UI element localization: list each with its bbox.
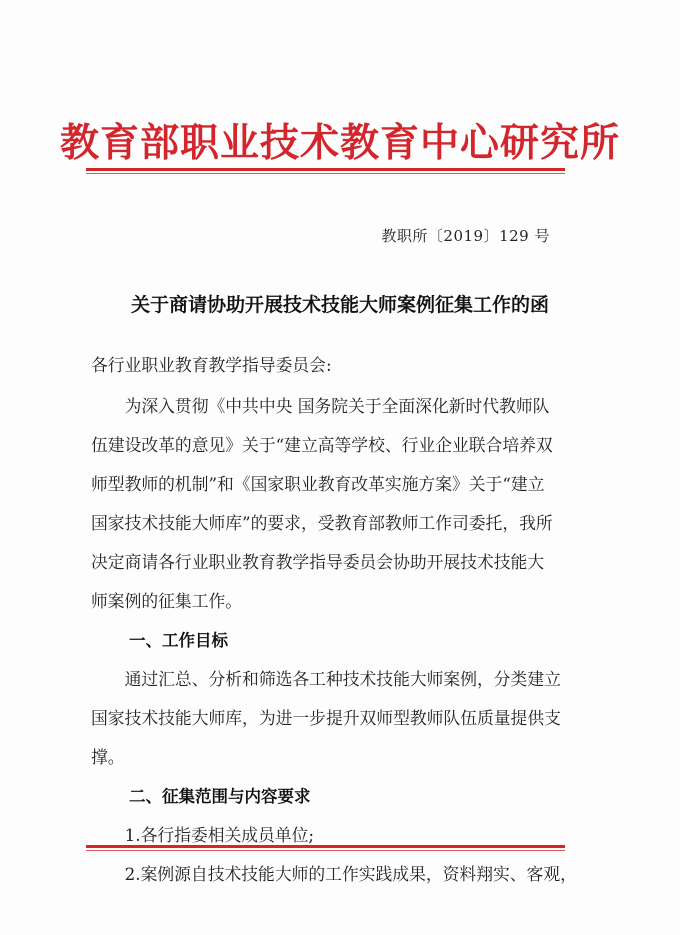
paragraph-line: 撑。 xyxy=(91,747,125,767)
paragraph-line: 国家技术技能大师库”的要求，受教育部教师工作司委托，我所 xyxy=(91,513,553,533)
section-heading: 一、工作目标 xyxy=(129,631,228,650)
footer-rule-thin xyxy=(86,850,565,851)
paragraph-line: 决定商请各行业职业教育教学指导委员会协助开展技术技能大 xyxy=(91,552,545,572)
paragraph-line: 国家技术技能大师库，为进一步提升双师型教师队伍质量提供支 xyxy=(91,708,561,728)
letterhead-rule-thin xyxy=(86,173,565,174)
salutation: 各行业职业教育教学指导委员会: xyxy=(91,355,332,375)
document-number: 教职所〔2019〕129 号 xyxy=(381,227,550,245)
paragraph-line: 通过汇总、分析和筛选各工种技术技能大师案例，分类建立 xyxy=(91,669,561,689)
paragraph-line: 2.案例源自技术技能大师的工作实践成果，资料翔实、客观， xyxy=(91,864,577,884)
footer-rule xyxy=(86,845,565,848)
paragraph-line: 师案例的征集工作。 xyxy=(91,591,243,611)
paragraph-line: 伍建设改革的意见》关于“建立高等学校、行业企业联合培养双 xyxy=(91,435,553,455)
paragraph-line: 1.各行指委相关成员单位; xyxy=(91,825,315,845)
paragraph-line: 为深入贯彻《中共中央 国务院关于全面深化新时代教师队 xyxy=(91,396,550,416)
document-title: 关于商请协助开展技术技能大师案例征集工作的函 xyxy=(130,294,549,316)
section-heading: 二、征集范围与内容要求 xyxy=(129,787,311,806)
letterhead-rule xyxy=(86,168,565,171)
paragraph-line: 师型教师的机制”和《国家职业教育改革实施方案》关于“建立 xyxy=(91,474,545,494)
letterhead-title: 教育部职业技术教育中心研究所 xyxy=(59,121,620,166)
